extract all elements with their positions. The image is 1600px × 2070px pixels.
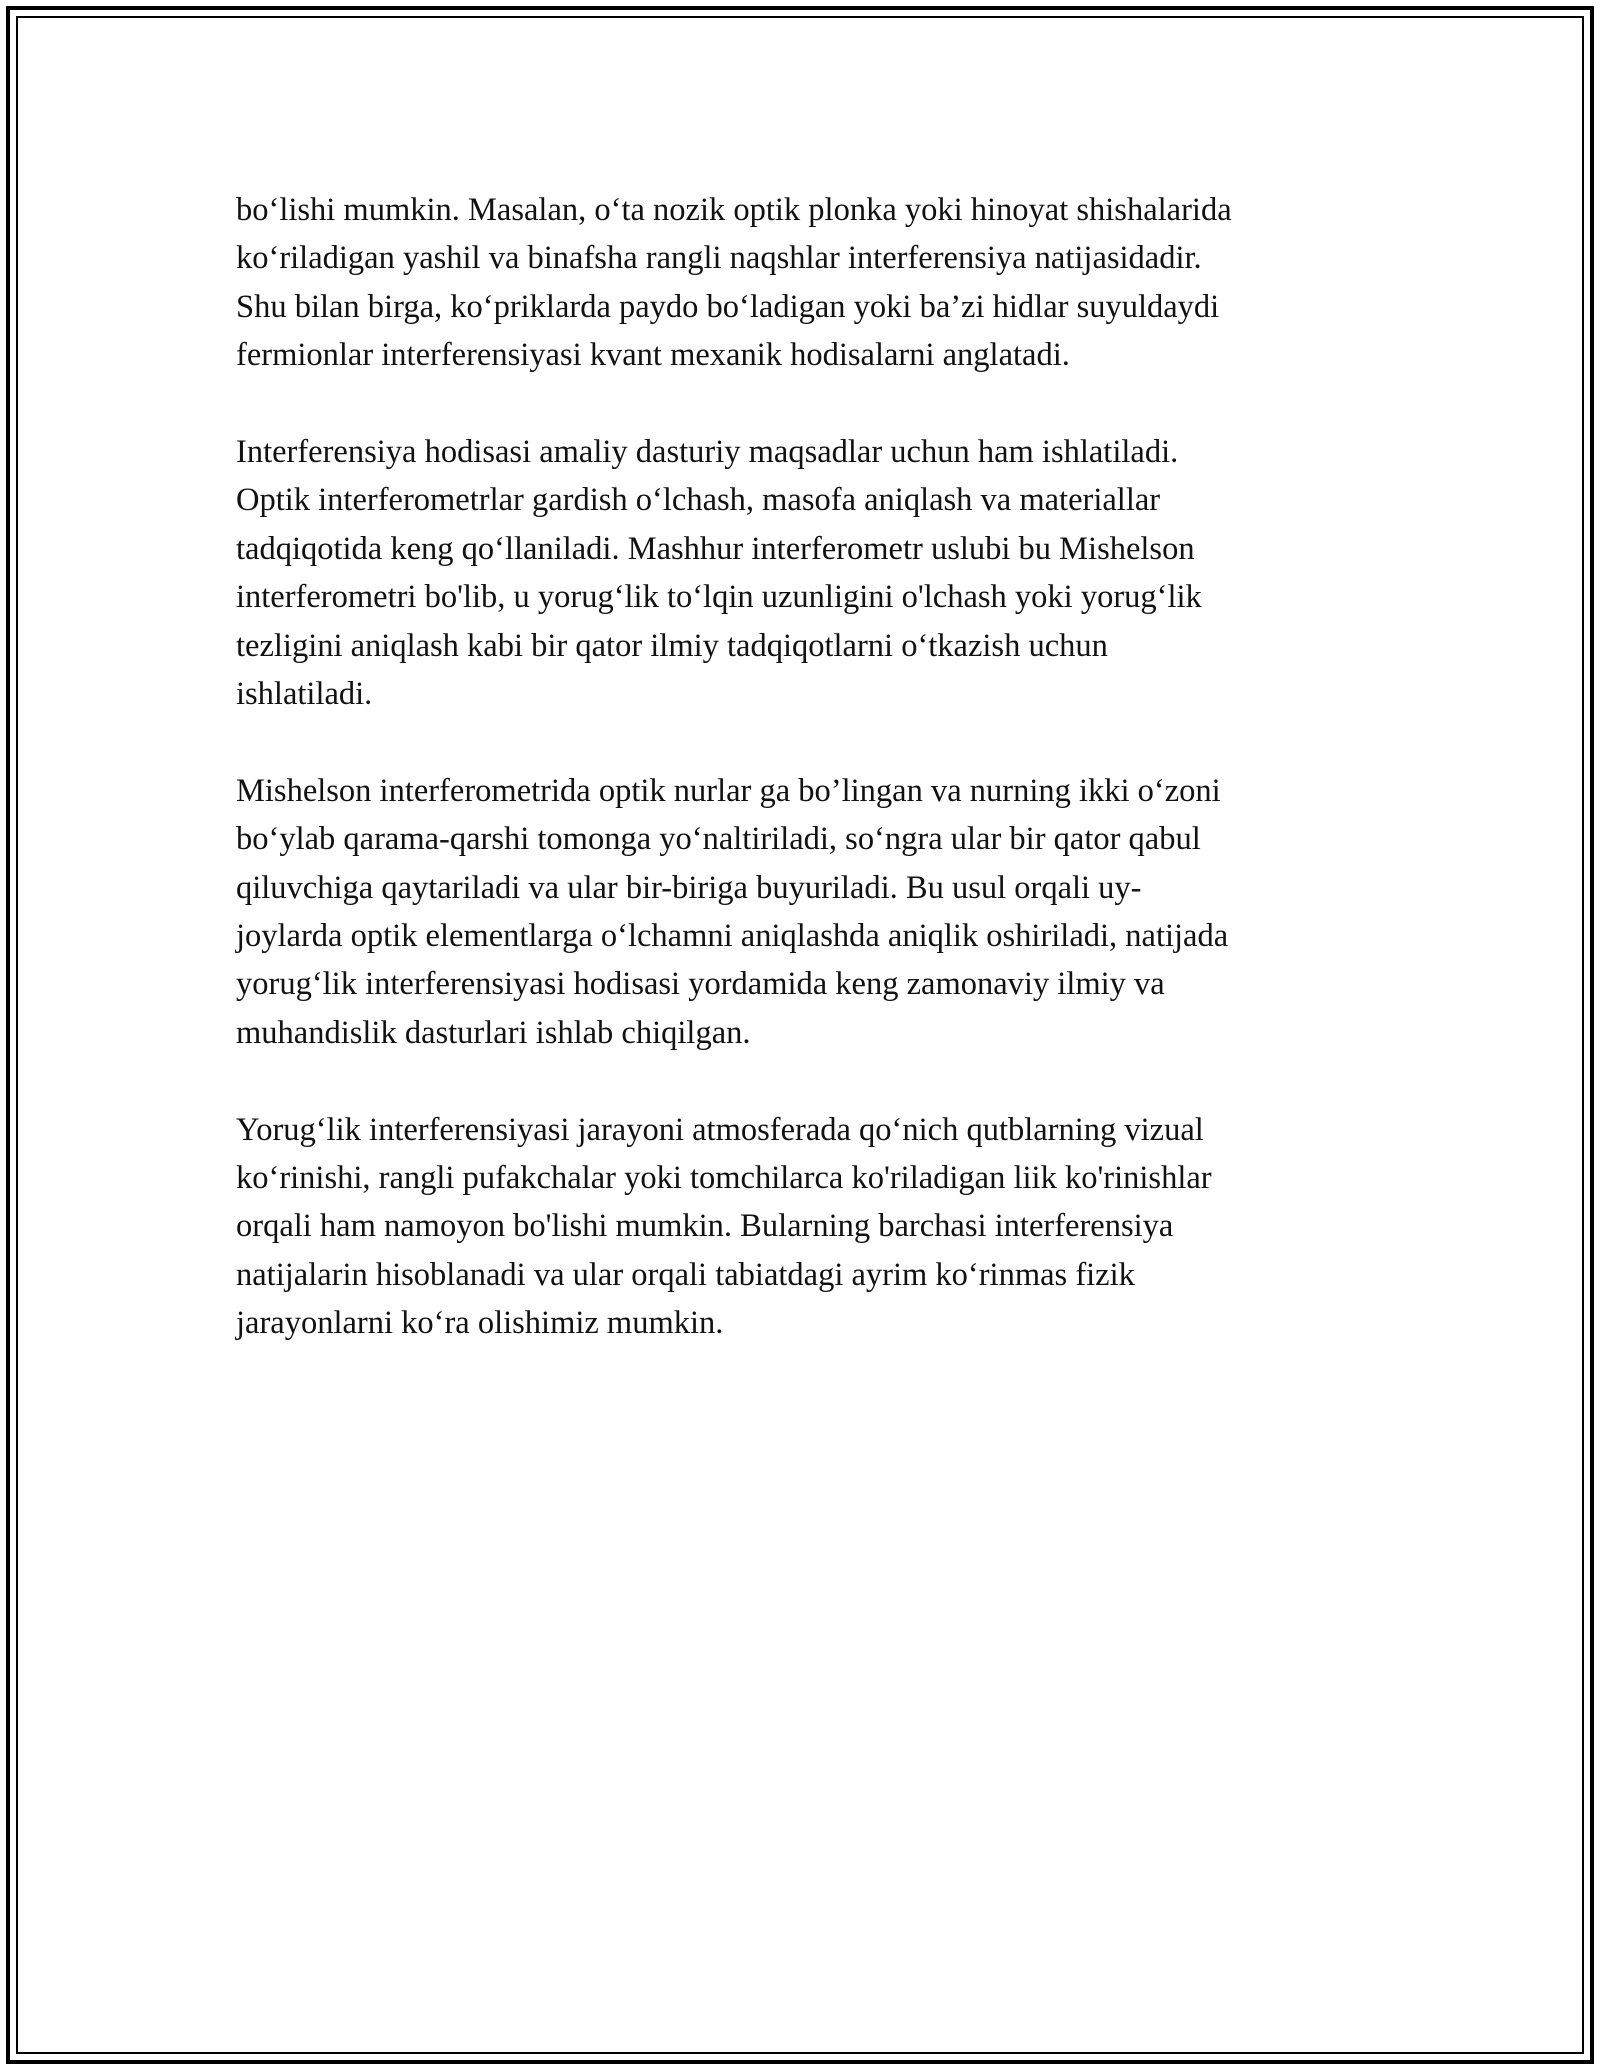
- paragraph-line: ko‘rinishi, rangli pufakchalar yoki tomchilarca ko'riladigan liik ko'rinishlar: [236, 1160, 1212, 1197]
- paragraph-2: [236, 428, 1386, 718]
- document-body: [236, 186, 1386, 1396]
- paragraph-line: fermionlar interferensiyasi kvant mexanik hodisalarni anglatadi.: [236, 337, 1070, 374]
- paragraph-line: qiluvchiga qaytariladi va ular bir-biriga buyuriladi. Bu usul orqali uy-: [236, 869, 1142, 906]
- paragraph-line: orqali ham namoyon bo'lishi mumkin. Bularning barchasi interferensiya: [236, 1208, 1174, 1245]
- paragraph-line: Shu bilan birga, ko‘priklarda paydo bo‘ladigan yoki ba’zi hidlar suyuldaydi: [236, 288, 1220, 325]
- paragraph-3: [236, 767, 1386, 1057]
- paragraph-line: natijalarin hisoblanadi va ular orqali tabiatdagi ayrim ko‘rinmas fizik: [236, 1256, 1135, 1293]
- paragraph-line: Yorug‘lik interferensiyasi jarayoni atmosferada qo‘nich qutblarning vizual: [236, 1111, 1204, 1148]
- paragraph-line: tadqiqotida keng qo‘llaniladi. Mashhur interferometr uslubi bu Mishelson: [236, 530, 1195, 567]
- paragraph-line: interferometri bo'lib, u yorug‘lik to‘lqin uzunligini o'lchash yoki yorug‘lik: [236, 579, 1202, 616]
- paragraph-line: joylarda optik elementlarga o‘lchamni aniqlashda aniqlik oshiriladi, natijada: [236, 918, 1229, 955]
- paragraph-4: [236, 1106, 1386, 1348]
- paragraph-1: [236, 186, 1386, 380]
- paragraph-line: tezligini aniqlash kabi bir qator ilmiy tadqiqotlarni o‘tkazish uchun: [236, 627, 1108, 664]
- paragraph-line: bo‘lishi mumkin. Masalan, o‘ta nozik optik plonka yoki hinoyat shishalarida: [236, 192, 1232, 228]
- paragraph-line: Mishelson interferometrida optik nurlar ga bo’lingan va nurning ikki o‘zoni: [236, 772, 1221, 809]
- paragraph-line: ishlatiladi.: [236, 676, 373, 713]
- paragraph-line: yorug‘lik interferensiyasi hodisasi yordamida keng zamonaviy ilmiy va: [236, 966, 1165, 1003]
- paragraph-line: bo‘ylab qarama-qarshi tomonga yo‘naltiriladi, so‘ngra ular bir qator qabul: [236, 821, 1201, 858]
- paragraph-line: jarayonlarni ko‘ra olishimiz mumkin.: [236, 1305, 724, 1342]
- paragraph-line: ko‘riladigan yashil va binafsha rangli naqshlar interferensiya natijasidadir.: [236, 240, 1202, 277]
- paragraph-line: Interferensiya hodisasi amaliy dasturiy maqsadlar uchun ham ishlatiladi.: [236, 434, 1179, 471]
- paragraph-line: Optik interferometrlar gardish o‘lchash, masofa aniqlash va materiallar: [236, 482, 1161, 519]
- paragraph-line: muhandislik dasturlari ishlab chiqilgan.: [236, 1014, 751, 1051]
